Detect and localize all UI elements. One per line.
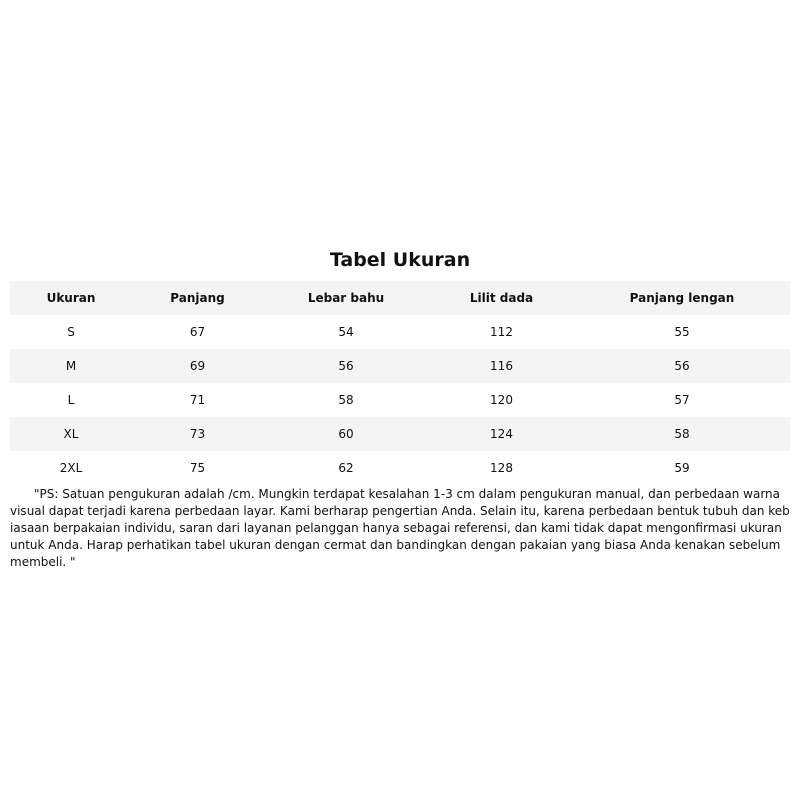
cell-length: 67 <box>189 325 206 339</box>
cell-shoulder-width: 60 <box>263 417 429 451</box>
cell-shoulder-width: 54 <box>338 325 354 339</box>
cell-sleeve-length: 55 <box>674 325 690 339</box>
cell-shoulder-width: 62 <box>338 461 354 475</box>
table-header-row <box>10 281 790 315</box>
table-row <box>10 349 790 383</box>
cell-size: S <box>67 325 75 339</box>
cell-sleeve-length: 58 <box>574 417 790 451</box>
size-table <box>10 281 790 485</box>
cell-sleeve-length: 56 <box>574 349 790 383</box>
cell-length: 73 <box>132 417 263 451</box>
cell-size: L <box>67 393 75 407</box>
measurement-note: "PS: Satuan pengukuran adalah /cm. Mungkin terdapat kesalahan 1-3 cm dalam pengukuran manual, dan perbedaan warna visual dapat terjadi karena perbedaan layar. Kami berharap pengertian Anda. Selain itu, karena perbedaan bentuk tubuh dan kebiasaan berpakaian individu, saran dari layanan pelanggan hanya sebagai referensi, dan kami tidak dapat mengonfirmasi ukuran untuk Anda. Harap perhatikan tabel ukuran dengan cermat dan bandingkan dengan pakaian yang biasa Anda kenakan sebelum membeli. " <box>10 487 790 569</box>
table-row <box>10 451 790 485</box>
column-header-size: Ukuran <box>10 281 132 315</box>
cell-chest: 128 <box>490 461 513 475</box>
page-title: Tabel Ukuran <box>329 249 471 271</box>
cell-size: XL <box>10 417 132 451</box>
cell-size: M <box>10 349 132 383</box>
column-header-chest: Lilit dada <box>429 281 574 315</box>
column-header-length: Panjang <box>132 281 263 315</box>
table-row <box>10 417 790 451</box>
cell-length: 71 <box>189 393 206 407</box>
column-header-sleeve-length: Panjang lengan <box>574 281 790 315</box>
cell-chest: 116 <box>429 349 574 383</box>
cell-sleeve-length: 59 <box>674 461 690 475</box>
cell-shoulder-width: 58 <box>338 393 354 407</box>
cell-size: 2XL <box>59 461 83 475</box>
cell-chest: 112 <box>490 325 513 339</box>
cell-chest: 120 <box>490 393 513 407</box>
cell-sleeve-length: 57 <box>674 393 690 407</box>
cell-length: 75 <box>189 461 206 475</box>
table-row <box>10 383 790 417</box>
cell-length: 69 <box>132 349 263 383</box>
table-row <box>10 315 790 349</box>
cell-chest: 124 <box>429 417 574 451</box>
column-header-shoulder-width: Lebar bahu <box>263 281 429 315</box>
cell-shoulder-width: 56 <box>263 349 429 383</box>
